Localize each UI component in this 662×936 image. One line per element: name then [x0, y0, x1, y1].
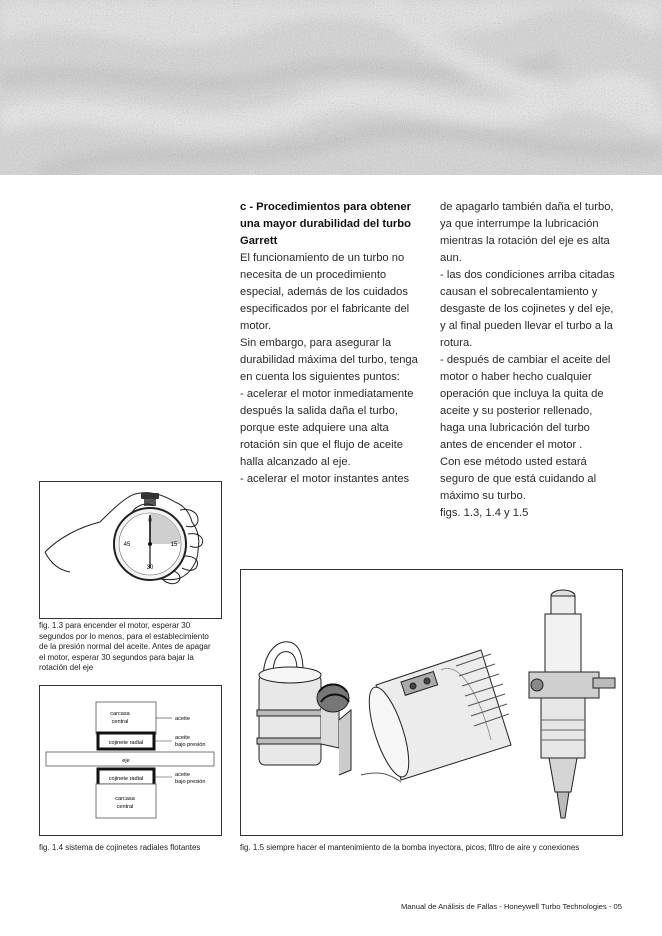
section-heading: c - Procedimientos para obtener una mayor durabilidad del turbo Garrett: [240, 201, 411, 247]
intake-pipe-drawing: [361, 650, 511, 782]
label-eje: eje: [122, 758, 130, 764]
label-carcasa-bottom-1: carcasa: [115, 796, 135, 802]
figure-reference: figs. 1.3, 1.4 y 1.5: [440, 507, 529, 519]
dial-label-15: 15: [170, 542, 178, 548]
label-aceite-baja-2a: aceite: [175, 772, 190, 778]
label-aceite-baja-1a: aceite: [175, 735, 190, 741]
paragraph: El funcionamiento de un turbo no necesita de un procedimiento especial, además de los cuidados especificados por el fabricante del motor.: [240, 252, 410, 332]
figure-1-5-caption: fig. 1.5 siempre hacer el mantenimiento de la bomba inyectora, picos, filtro de aire y conexiones: [240, 843, 580, 852]
paragraph: - acelerar el motor instantes antes: [240, 473, 410, 485]
label-aceite: aceite: [175, 716, 190, 722]
paragraph: - después de cambiar el aceite del motor o haber hecho cualquier operación que incluya la quita de aceite y su posterior rellenado, haga una lubricación del turbo antes de encender el motor .: [440, 354, 611, 451]
figure-1-3-caption: fig. 1.3 para encender el motor, esperar 30 segundos por lo menos, para el establecimiento de la presión normal del aceite. Antes de apagar el motor, esperar 30 segundos para bajar la rotación del eje: [39, 621, 211, 673]
paragraph: de apagarlo también daña el turbo, ya que interrumpe la lubricación mientras la rotación del eje es alta aun.: [440, 201, 614, 264]
figure-1-4-bearing-diagram: [39, 685, 222, 836]
dial-label-45: 45: [123, 542, 131, 548]
label-carcasa-bottom-2: central: [116, 804, 134, 810]
paragraph: Con ese método usted estará seguro de que está cuidando al máximo su turbo.: [440, 456, 597, 502]
air-filter-drawing: [257, 642, 351, 775]
page-footer: Manual de Análisis de Fallas - Honeywell Turbo Technologies - 05: [400, 902, 622, 911]
label-cojinete-top: cojinete radial: [108, 740, 144, 746]
label-carcasa-top-1: carcasa: [110, 711, 130, 717]
label-cojinete-bottom: cojinete radial: [108, 776, 144, 782]
paragraph: Sin embargo, para asegurar la durabilidad máxima del turbo, tenga en cuenta los siguientes puntos:: [240, 337, 418, 383]
figure-1-4-caption: fig. 1.4 sistema de cojinetes radiales flotantes: [39, 843, 201, 852]
text-column-2: [440, 199, 620, 522]
text-column-1: [240, 199, 420, 488]
dial-label-30: 30: [146, 565, 154, 571]
label-carcasa-top-2: central: [111, 719, 129, 725]
label-aceite-baja-2b: bajo presión: [175, 779, 206, 785]
injector-drawing: [529, 590, 615, 818]
figure-1-3-stopwatch: [39, 481, 222, 619]
label-aceite-baja-1b: bajo presión: [175, 742, 206, 748]
dial-label-0: 0: [148, 518, 152, 524]
paragraph: - acelerar el motor inmediatamente después la salida daña el turbo, porque este adquiere una alta rotación sin que el flujo de aceite halla alcanzado al eje.: [240, 388, 414, 468]
header-texture-band: [0, 0, 662, 175]
figure-1-5-parts-illustration: [240, 569, 623, 836]
paragraph: - las dos condiciones arriba citadas causan el sobrecalentamiento y desgaste de los cojinetes y del eje, y al final pueden llevar el turbo a la rotura.: [440, 269, 615, 349]
